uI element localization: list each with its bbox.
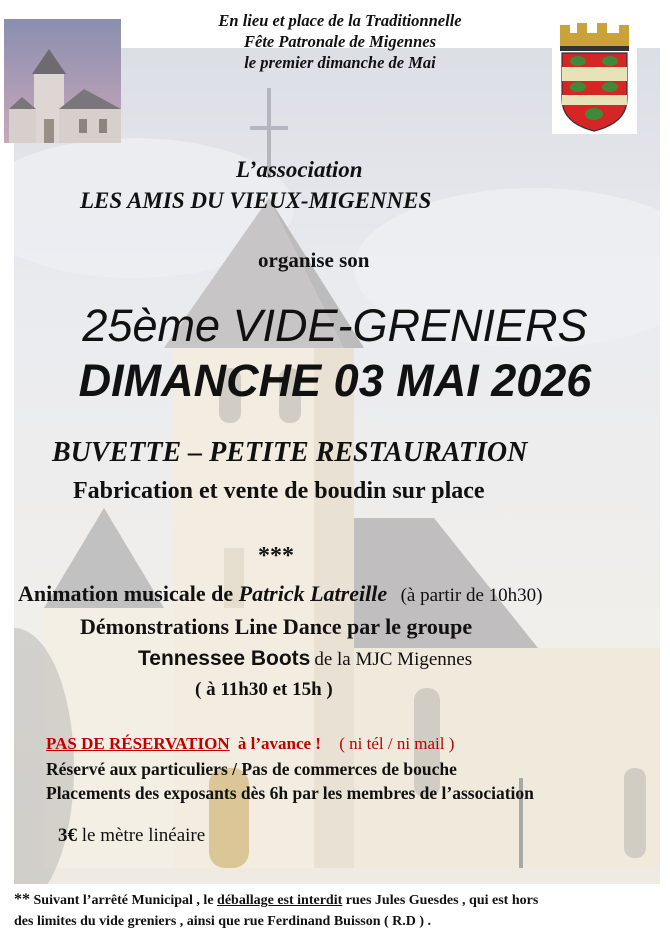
event-date: DIMANCHE 03 MAI 2026	[78, 355, 592, 406]
coat-of-arms	[552, 19, 637, 134]
group-suffix: de la MJC Migennes	[314, 649, 473, 670]
private-only: Réservé aux particuliers / Pas de commerces de bouche	[46, 759, 457, 779]
animation-prefix: Animation musicale de	[18, 581, 234, 606]
reservation-line	[46, 734, 454, 754]
separator: ***	[258, 543, 294, 569]
footer-note	[14, 889, 538, 932]
footer-part-2: rues Jules Guesdes , qui est hors	[345, 893, 539, 908]
header	[130, 10, 550, 73]
no-reservation: PAS DE RÉSERVATION	[46, 734, 230, 753]
group-line	[138, 647, 472, 671]
church-photo	[4, 19, 121, 143]
group-name: Tennessee Boots	[138, 647, 311, 670]
animation-line	[18, 581, 543, 607]
food-subtitle: Fabrication et vente de boudin sur place	[73, 478, 485, 504]
footer-line-2: des limites du vide greniers , ainsi que rue Ferdinand Buisson ( R.D ) .	[14, 914, 432, 929]
footer-underlined: déballage est interdit	[217, 893, 343, 908]
price-line	[58, 825, 205, 847]
association-label: L’association	[236, 157, 363, 182]
animation-time: (à partir de 10h30)	[400, 585, 543, 606]
price-unit: le mètre linéaire	[81, 825, 206, 846]
placement-info: Placements des exposants dès 6h par les membres de l’association	[46, 783, 534, 803]
artist-name: Patrick Latreille	[238, 581, 388, 606]
header-line-3: le premier dimanche de Mai	[244, 53, 436, 72]
no-contact: ( ni tél / ni mail )	[339, 734, 455, 753]
association-name: LES AMIS DU VIEUX-MIGENNES	[80, 188, 432, 213]
footer-stars: **	[14, 891, 30, 908]
price: 3€	[58, 825, 77, 846]
header-line-1: En lieu et place de la Traditionnelle	[218, 11, 462, 30]
header-line-2: Fête Patronale de Migennes	[243, 32, 437, 51]
organise-label: organise son	[258, 248, 370, 272]
footer-part-1: Suivant l’arrêté Municipal , le	[33, 893, 214, 908]
demo-line: Démonstrations Line Dance par le groupe	[80, 614, 473, 639]
advance-label: à l’avance !	[237, 734, 321, 753]
demo-times: ( à 11h30 et 15h )	[195, 679, 333, 700]
food-title: BUVETTE – PETITE RESTAURATION	[52, 437, 528, 468]
event-title: 25ème VIDE-GRENIERS	[82, 300, 588, 351]
